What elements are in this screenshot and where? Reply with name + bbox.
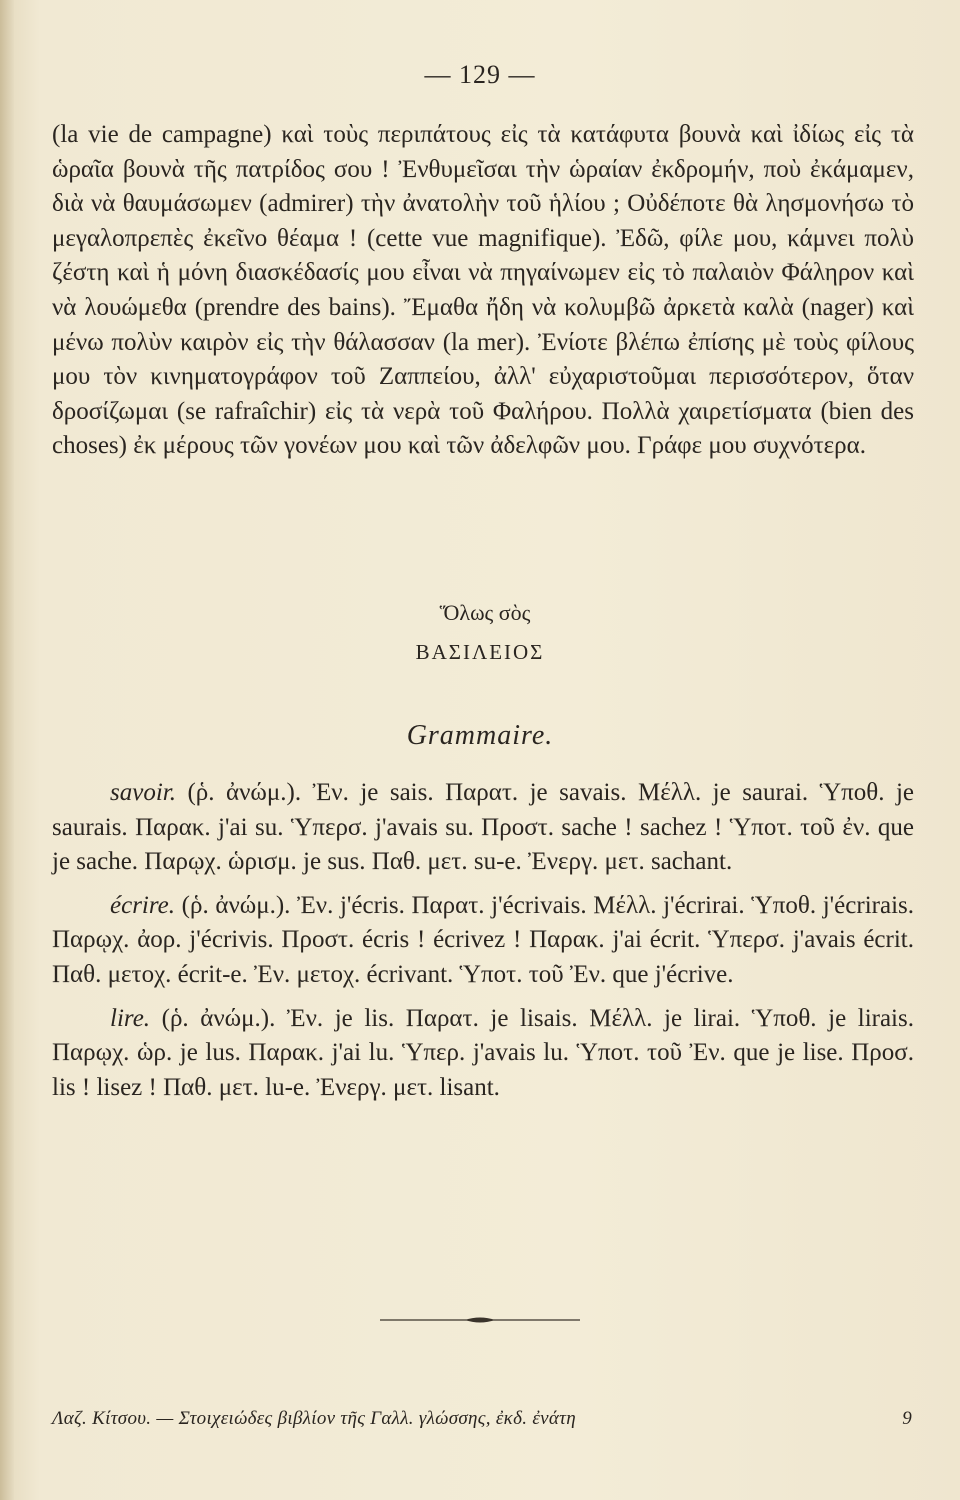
verb-name: savoir. <box>110 779 176 806</box>
page-number: — 129 — <box>424 60 536 89</box>
verb-entry-savoir <box>52 776 914 880</box>
verb-conjugation-text: (ῥ. ἀνώμ.). Ἐν. je lis. Παρατ. je lisais. Μέλλ. je lirai. Ὑποθ. je lirais. Παρῳχ. ὡρ. je lus. Παρακ. j'ai lu. Ὑπερ. j'avais lu. Ὑποτ. τοῦ Ἐν. que je lise. Προσ. lis ! lisez ! Παθ. μετ. lu-e. Ἐνεργ. μετ. lisant. <box>52 1004 914 1101</box>
verb-entry-lire <box>52 1002 914 1106</box>
verb-conjugations <box>52 776 914 1114</box>
letter-signature: ΒΑΣΙΛΕΙΟΣ <box>415 640 545 664</box>
verb-name: écrire. <box>110 891 176 919</box>
verb-entry-ecrire <box>52 889 914 993</box>
section-title: Grammaire. <box>406 720 554 751</box>
ornamental-divider <box>380 1315 580 1325</box>
footer-signature-mark: 9 <box>902 1408 912 1429</box>
footer <box>52 1408 912 1430</box>
letter-closing: Ὅλως σὸς <box>439 600 531 625</box>
letter-body: (la vie de campagne) καὶ τοὺς περιπάτους εἰς τὰ κατάφυτα βουνὰ καὶ ἰδίως εἰς τὰ ὡραῖα βουνὰ τῆς πατρίδος σου ! Ἐνθυμεῖσαι τὴν ὡραίαν ἐκδρομήν, ποὺ ἐκάμαμεν, διὰ νὰ θαυμάσωμεν (admirer) τὴν ἀνατολὴν τοῦ ἡλίου ; Οὐδέποτε θὰ λησμονήσω τὸ μεγαλοπρεπὲς ἐκεῖνο θέαμα ! (cette vue magnifique). Ἐδῶ, φίλε μου, κάμνει πολὺ ζέστη καὶ ἡ μόνη διασκέδασίς μου εἶναι νὰ πηγαίνωμεν εἰς τὸ παλαιὸν Φάληρον καὶ νὰ λουώμεθα (prendre des bains). Ἔμαθα ἤδη νὰ κολυμβῶ ἀρκετὰ καλὰ (nager) καὶ μένω πολὺν καιρὸν εἰς τὴν θάλασσαν (la mer). Ἐνίοτε βλέπω ἐπίσης μὲ τοὺς φίλους μου τὸν κινηματογράφον τοῦ Ζαππείου, ἀλλ' εὐχαριστοῦμαι περισσότερον, ὅταν δροσίζωμαι (se rafraîchir) εἰς τὰ νερὰ τοῦ Φαλήρου. Πολλὰ χαιρετίσματα (bien des choses) ἐκ μέρους τῶν γονέων μου καὶ τῶν ἀδελφῶν μου. Γράφε μου συχνότερα. <box>52 121 914 460</box>
verb-conjugation-text: (ῥ. ἀνώμ.). Ἐν. je sais. Παρατ. je savais. Μέλλ. je saurai. Ὑποθ. je saurais. Παρακ. j'ai su. Ὑπερσ. j'avais su. Προστ. sache ! sachez ! Ὑποτ. τοῦ ἐν. que je sache. Παρῳχ. ὡρισμ. je sus. Παθ. μετ. su-e. Ἐνεργ. μετ. sachant. <box>52 779 914 876</box>
footer-source-line: Λαζ. Κίτσου. — Στοιχειώδες βιβλίον τῆς Γαλλ. γλώσσης, ἐκδ. ἐνάτη <box>52 1408 576 1429</box>
verb-name: lire. <box>110 1004 151 1032</box>
verb-conjugation-text: (ῥ. ἀνώμ.). Ἐν. j'écris. Παρατ. j'écrivais. Μέλλ. j'écrirai. Ὑποθ. j'écrirais. Παρῳχ. ἀορ. j'écrivis. Προστ. écris ! écrivez ! Παρακ. j'ai écrit. Ὑπερσ. j'avais écrit. Παθ. μετοχ. écrit-e. Ἐν. μετοχ. écrivant. Ὑποτ. τοῦ Ἐν. que j'écrive. <box>52 891 914 988</box>
